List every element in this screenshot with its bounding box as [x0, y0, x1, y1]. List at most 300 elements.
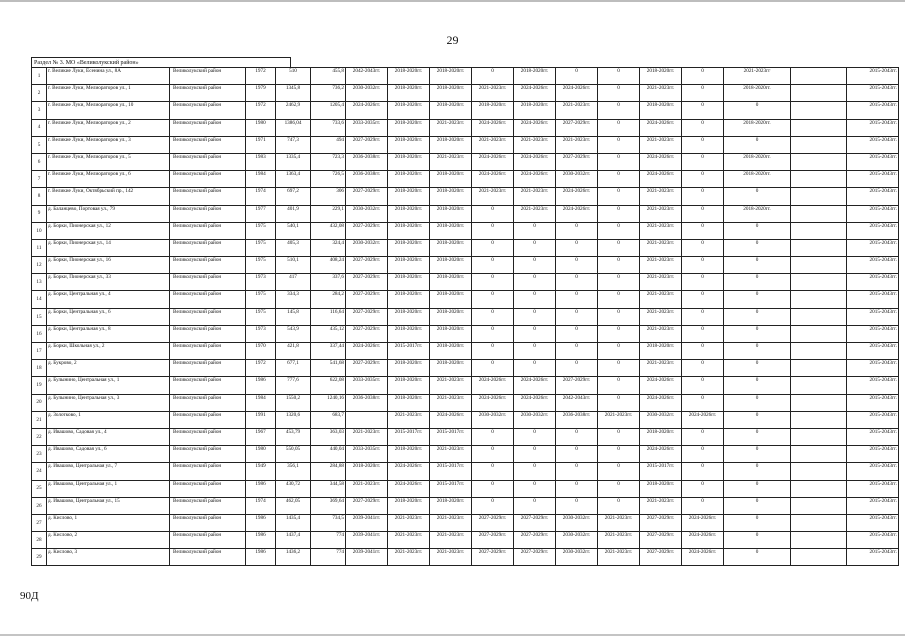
cell-term-overall: 2015-2043гг.	[847, 153, 899, 170]
cell-term-basement: 2024-2026гг.	[682, 532, 724, 549]
cell-term-facade: 2015-2017гг.	[640, 463, 682, 480]
cell-term-gas: 0	[598, 480, 640, 497]
cell-term-cold-water: 2024-2026гг.	[514, 85, 556, 102]
cell-address: г. Великие Луки, Мелиораторов ул., 10	[47, 102, 170, 119]
table-row	[32, 222, 899, 239]
cell-term-elevator: 0	[724, 394, 791, 411]
cell-district: Великолукский район	[170, 136, 246, 153]
cell-term-gas: 0	[598, 446, 640, 463]
cell-term-cold-water: 2024-2026гг.	[514, 119, 556, 136]
cell-total-area: 1550,2	[276, 394, 311, 411]
cell-address: д. Золотково, 1	[47, 411, 170, 428]
cell-term-elevator: 0	[724, 480, 791, 497]
table-row	[32, 377, 899, 394]
cell-term-extra	[791, 325, 847, 342]
cell-term-elevator: 0	[724, 188, 791, 205]
cell-term-cold-water: 0	[514, 497, 556, 514]
cell-term-electric: 2018-2020гг.	[388, 68, 430, 85]
cell-term-gas: 0	[598, 171, 640, 188]
cell-term-gas: 0	[598, 102, 640, 119]
cell-term-heating: 2021-2023гг.	[430, 377, 472, 394]
cell-term-elevator: 0	[724, 532, 791, 549]
cell-term-gas: 2021-2023гг.	[598, 532, 640, 549]
cell-address: г. Великие Луки, Мелиораторов ул., 2	[47, 119, 170, 136]
cell-term-elevator: 0	[724, 428, 791, 445]
cell-term-roof: 2027-2029гг.	[346, 222, 388, 239]
cell-address: г. Великие Луки, Есенина ул., 8А	[47, 68, 170, 85]
cell-total-area: 1436,2	[276, 549, 311, 566]
cell-term-basement: 0	[682, 222, 724, 239]
cell-term-basement: 0	[682, 153, 724, 170]
cell-term-electric: 2018-2020гг.	[388, 102, 430, 119]
cell-term-basement: 0	[682, 446, 724, 463]
cell-term-hot-water: 0	[472, 274, 514, 291]
cell-term-extra	[791, 257, 847, 274]
cell-district: Великолукский район	[170, 377, 246, 394]
cell-year-built: 1991	[246, 411, 276, 428]
cell-address: д. Борки, Пионерская ул., 14	[47, 239, 170, 256]
cell-term-cold-water: 2018-2020гг.	[514, 68, 556, 85]
cell-term-cold-water: 0	[514, 428, 556, 445]
cell-term-hot-water: 0	[472, 360, 514, 377]
cell-term-basement: 2024-2026гг.	[682, 411, 724, 428]
cell-term-extra	[791, 428, 847, 445]
cell-district: Великолукский район	[170, 446, 246, 463]
cell-term-cold-water: 0	[514, 274, 556, 291]
cell-term-hot-water: 0	[472, 480, 514, 497]
cell-term-electric: 2018-2020гг.	[388, 136, 430, 153]
cell-year-built: 1975	[246, 239, 276, 256]
cell-term-sewage: 2027-2029гг.	[556, 153, 598, 170]
cell-term-basement: 0	[682, 274, 724, 291]
cell-row-number: 19	[32, 377, 47, 394]
cell-term-roof: 2027-2029гг.	[346, 308, 388, 325]
cell-term-overall: 2015-2043гг.	[847, 428, 899, 445]
cell-term-sewage: 2024-2026гг.	[556, 205, 598, 222]
cell-term-hot-water: 0	[472, 343, 514, 360]
cell-total-area: 677,1	[276, 360, 311, 377]
cell-term-cold-water: 0	[514, 239, 556, 256]
cell-living-area: 774	[311, 532, 346, 549]
cell-term-electric: 2021-2023гг.	[388, 549, 430, 566]
table-row	[32, 68, 899, 85]
cell-year-built: 1975	[246, 257, 276, 274]
cell-term-gas: 0	[598, 428, 640, 445]
cell-term-electric: 2018-2020гг.	[388, 446, 430, 463]
cell-term-basement: 0	[682, 480, 724, 497]
cell-term-electric: 2015-2017гг.	[388, 428, 430, 445]
cell-term-overall: 2015-2043гг.	[847, 514, 899, 531]
cell-row-number: 29	[32, 549, 47, 566]
cell-term-facade: 2021-2023гг.	[640, 497, 682, 514]
cell-term-hot-water: 2021-2023гг.	[472, 85, 514, 102]
cell-term-extra	[791, 497, 847, 514]
cell-term-cold-water: 2021-2023гг.	[514, 188, 556, 205]
table-row	[32, 274, 899, 291]
cell-term-basement: 2024-2026гг.	[682, 549, 724, 566]
cell-term-basement: 0	[682, 205, 724, 222]
cell-term-heating: 2024-2026гг.	[430, 411, 472, 428]
table-row	[32, 325, 899, 342]
cell-address: д. Кислово, 3	[47, 549, 170, 566]
cell-district: Великолукский район	[170, 394, 246, 411]
cell-term-basement: 0	[682, 85, 724, 102]
cell-living-area: 363,03	[311, 428, 346, 445]
cell-term-heating: 2018-2020гг.	[430, 239, 472, 256]
cell-term-extra	[791, 274, 847, 291]
cell-living-area: 324,4	[311, 239, 346, 256]
cell-living-area: 1240,16	[311, 394, 346, 411]
cell-district: Великолукский район	[170, 171, 246, 188]
cell-term-sewage: 2021-2023гг.	[556, 136, 598, 153]
cell-term-extra	[791, 446, 847, 463]
cell-living-area: 229,1	[311, 205, 346, 222]
table-row	[32, 514, 899, 531]
cell-term-cold-water: 2027-2029гг.	[514, 532, 556, 549]
page-number: 29	[446, 33, 459, 47]
cell-term-electric: 2021-2023гг.	[388, 514, 430, 531]
cell-term-facade: 2021-2023гг.	[640, 274, 682, 291]
cell-address: д. Борки, Школьная ул., 2	[47, 343, 170, 360]
cell-row-number: 7	[32, 171, 47, 188]
cell-term-hot-water: 2021-2023гг.	[472, 188, 514, 205]
cell-row-number: 18	[32, 360, 47, 377]
cell-total-area: 334,3	[276, 291, 311, 308]
cell-term-gas: 0	[598, 85, 640, 102]
cell-term-basement: 0	[682, 136, 724, 153]
cell-district: Великолукский район	[170, 514, 246, 531]
cell-term-sewage: 0	[556, 480, 598, 497]
cell-term-sewage: 2030-2032гг.	[556, 514, 598, 531]
cell-row-number: 26	[32, 497, 47, 514]
cell-term-facade: 2021-2023гг.	[640, 205, 682, 222]
cell-year-built: 1986	[246, 549, 276, 566]
cell-term-hot-water: 0	[472, 239, 514, 256]
cell-term-roof: 2027-2029гг.	[346, 274, 388, 291]
cell-term-sewage: 0	[556, 239, 598, 256]
cell-row-number: 11	[32, 239, 47, 256]
cell-term-extra	[791, 102, 847, 119]
cell-term-electric: 2018-2020гг.	[388, 188, 430, 205]
cell-term-elevator: 0	[724, 308, 791, 325]
cell-living-area: 541,68	[311, 360, 346, 377]
cell-address: д. Борки, Пионерская ул., 16	[47, 257, 170, 274]
cell-term-overall: 2015-2043гг.	[847, 549, 899, 566]
cell-total-area: 747,3	[276, 136, 311, 153]
cell-total-area: 1386,04	[276, 119, 311, 136]
cell-term-gas: 0	[598, 257, 640, 274]
cell-term-heating: 2021-2023гг.	[430, 532, 472, 549]
cell-total-area: 405,3	[276, 239, 311, 256]
cell-total-area: 1320,6	[276, 411, 311, 428]
cell-term-facade: 2024-2026гг.	[640, 119, 682, 136]
cell-row-number: 22	[32, 428, 47, 445]
cell-living-area: 733,6	[311, 119, 346, 136]
cell-term-extra	[791, 68, 847, 85]
cell-term-cold-water: 0	[514, 308, 556, 325]
cell-term-overall: 2015-2043гг.	[847, 85, 899, 102]
cell-term-roof: 2033-2035гг.	[346, 119, 388, 136]
cell-year-built: 1973	[246, 325, 276, 342]
cell-term-heating: 2018-2020гг.	[430, 308, 472, 325]
cell-living-area: 116,64	[311, 308, 346, 325]
cell-district: Великолукский район	[170, 308, 246, 325]
cell-term-facade: 2027-2029гг.	[640, 514, 682, 531]
cell-term-electric: 2018-2020гг.	[388, 291, 430, 308]
cell-term-elevator: 2018-2020гг.	[724, 153, 791, 170]
cell-term-overall: 2015-2043гг.	[847, 480, 899, 497]
cell-term-electric: 2018-2020гг.	[388, 85, 430, 102]
cell-address: г. Великие Луки, Мелиораторов ул., 1	[47, 85, 170, 102]
cell-row-number: 4	[32, 119, 47, 136]
cell-row-number: 17	[32, 343, 47, 360]
cell-district: Великолукский район	[170, 274, 246, 291]
cell-term-facade: 2021-2023гг.	[640, 325, 682, 342]
cell-term-electric: 2018-2020гг.	[388, 119, 430, 136]
cell-term-facade: 2027-2029гг.	[640, 549, 682, 566]
cell-term-hot-water: 2027-2029гг.	[472, 514, 514, 531]
cell-term-sewage: 2024-2026гг.	[556, 188, 598, 205]
cell-term-sewage: 0	[556, 291, 598, 308]
cell-district: Великолукский район	[170, 497, 246, 514]
cell-term-sewage: 2036-2038гг.	[556, 411, 598, 428]
cell-term-electric: 2018-2020гг.	[388, 325, 430, 342]
cell-district: Великолукский район	[170, 291, 246, 308]
cell-year-built: 1974	[246, 497, 276, 514]
cell-term-overall: 2015-2043гг.	[847, 222, 899, 239]
cell-total-area: 1363,4	[276, 171, 311, 188]
cell-term-electric: 2018-2020гг.	[388, 257, 430, 274]
cell-total-area: 543,9	[276, 325, 311, 342]
cell-living-area: 337,44	[311, 343, 346, 360]
cell-year-built: 1986	[246, 377, 276, 394]
cell-term-sewage: 2042-2043гг.	[556, 394, 598, 411]
cell-term-sewage: 2024-2026гг.	[556, 85, 598, 102]
cell-living-area: 284,88	[311, 463, 346, 480]
cell-term-basement: 0	[682, 428, 724, 445]
cell-row-number: 24	[32, 463, 47, 480]
cell-term-extra	[791, 377, 847, 394]
cell-term-elevator: 0	[724, 411, 791, 428]
table-row	[32, 239, 899, 256]
cell-term-sewage: 0	[556, 428, 598, 445]
cell-term-heating: 2018-2020гг.	[430, 205, 472, 222]
cell-term-facade: 2021-2023гг.	[640, 136, 682, 153]
cell-term-extra	[791, 85, 847, 102]
cell-term-cold-water: 0	[514, 257, 556, 274]
cell-term-roof: 2036-2038гг.	[346, 171, 388, 188]
cell-term-sewage: 0	[556, 274, 598, 291]
cell-term-overall: 2015-2043гг.	[847, 257, 899, 274]
cell-term-overall: 2015-2043гг.	[847, 119, 899, 136]
cell-district: Великолукский район	[170, 85, 246, 102]
cell-term-roof: 2042-2043гг.	[346, 68, 388, 85]
cell-term-extra	[791, 136, 847, 153]
cell-term-gas: 0	[598, 239, 640, 256]
cell-term-hot-water: 0	[472, 222, 514, 239]
cell-year-built: 1970	[246, 343, 276, 360]
table-row	[32, 291, 899, 308]
cell-row-number: 16	[32, 325, 47, 342]
cell-term-hot-water: 0	[472, 257, 514, 274]
cell-living-area: 455,8	[311, 68, 346, 85]
cell-district: Великолукский район	[170, 360, 246, 377]
cell-term-hot-water: 0	[472, 308, 514, 325]
cell-living-area: 774	[311, 549, 346, 566]
cell-term-cold-water: 2024-2026гг.	[514, 171, 556, 188]
cell-row-number: 25	[32, 480, 47, 497]
cell-term-basement: 0	[682, 119, 724, 136]
cell-term-roof: 2039-2041гг.	[346, 532, 388, 549]
cell-term-elevator: 0	[724, 360, 791, 377]
cell-term-overall: 2015-2043гг.	[847, 411, 899, 428]
cell-living-area: 440,04	[311, 446, 346, 463]
cell-term-elevator: 0	[724, 257, 791, 274]
cell-term-heating: 2018-2020гг.	[430, 188, 472, 205]
cell-living-area: 337,6	[311, 274, 346, 291]
cell-term-basement: 0	[682, 102, 724, 119]
cell-district: Великолукский район	[170, 549, 246, 566]
cell-total-area: 462,05	[276, 497, 311, 514]
cell-term-electric: 2018-2020гг.	[388, 360, 430, 377]
cell-address: д. Кислово, 1	[47, 514, 170, 531]
cell-term-elevator: 2018-2020гг.	[724, 85, 791, 102]
cell-term-elevator: 0	[724, 377, 791, 394]
cell-term-electric: 2015-2017гг.	[388, 343, 430, 360]
cell-term-heating: 2015-2017гг.	[430, 480, 472, 497]
cell-term-basement: 0	[682, 68, 724, 85]
cell-term-facade: 2021-2023гг.	[640, 239, 682, 256]
cell-total-area: 540,1	[276, 222, 311, 239]
cell-term-heating: 2018-2020гг.	[430, 136, 472, 153]
table-row	[32, 257, 899, 274]
cell-term-extra	[791, 188, 847, 205]
cell-term-facade: 2024-2026гг.	[640, 171, 682, 188]
cell-term-heating: 2018-2020гг.	[430, 171, 472, 188]
cell-term-hot-water: 0	[472, 325, 514, 342]
cell-total-area: 401,9	[276, 205, 311, 222]
cell-term-sewage: 2030-2032гг.	[556, 549, 598, 566]
cell-term-basement: 0	[682, 257, 724, 274]
cell-term-overall: 2015-2043гг.	[847, 446, 899, 463]
cell-term-heating: 2018-2020гг.	[430, 68, 472, 85]
table-row	[32, 480, 899, 497]
cell-district: Великолукский район	[170, 102, 246, 119]
cell-term-cold-water: 2021-2023гг.	[514, 136, 556, 153]
table-row	[32, 136, 899, 153]
cell-row-number: 5	[32, 136, 47, 153]
cell-term-basement: 0	[682, 394, 724, 411]
cell-living-area: 306	[311, 188, 346, 205]
cell-term-sewage: 0	[556, 308, 598, 325]
cell-term-gas: 0	[598, 119, 640, 136]
cell-term-electric: 2018-2020гг.	[388, 205, 430, 222]
cell-term-hot-water: 2018-2020гг.	[472, 102, 514, 119]
table-row	[32, 102, 899, 119]
cell-year-built: 1986	[246, 514, 276, 531]
cell-term-facade: 2018-2020гг.	[640, 102, 682, 119]
cell-term-electric: 2021-2023гг.	[388, 411, 430, 428]
cell-term-basement: 0	[682, 188, 724, 205]
cell-total-area: 777,6	[276, 377, 311, 394]
cell-term-elevator: 0	[724, 136, 791, 153]
cell-term-hot-water: 2030-2032гг.	[472, 411, 514, 428]
cell-living-area: 723,3	[311, 153, 346, 170]
cell-term-roof: 2021-2023гг.	[346, 428, 388, 445]
cell-term-gas: 0	[598, 291, 640, 308]
cell-address: г. Великие Луки, Мелиораторов ул., 5	[47, 153, 170, 170]
cell-term-facade: 2021-2023гг.	[640, 360, 682, 377]
cell-term-heating: 2018-2020гг.	[430, 343, 472, 360]
table-row	[32, 205, 899, 222]
cell-term-cold-water: 0	[514, 291, 556, 308]
cell-address: д. Ивашово, Садовая ул., 6	[47, 446, 170, 463]
cell-term-extra	[791, 549, 847, 566]
cell-term-cold-water: 2024-2026гг.	[514, 153, 556, 170]
cell-district: Великолукский район	[170, 411, 246, 428]
cell-term-cold-water: 0	[514, 446, 556, 463]
cell-term-roof: 2033-2035гг.	[346, 377, 388, 394]
cell-term-sewage: 2030-2032гг.	[556, 532, 598, 549]
cell-term-roof: 2036-2038гг.	[346, 394, 388, 411]
cell-row-number: 13	[32, 274, 47, 291]
cell-year-built: 1975	[246, 308, 276, 325]
cell-address: д. Букрово, 2	[47, 360, 170, 377]
cell-term-facade: 2024-2026гг.	[640, 377, 682, 394]
cell-term-overall: 2015-2043гг.	[847, 463, 899, 480]
cell-year-built: 1971	[246, 136, 276, 153]
cell-term-overall: 2015-2043гг.	[847, 102, 899, 119]
cell-living-area: 683,7	[311, 411, 346, 428]
cell-year-built: 1980	[246, 446, 276, 463]
cell-address: д. Баланцево, Портовая ул., 79	[47, 205, 170, 222]
cell-term-sewage: 2027-2029гг.	[556, 119, 598, 136]
cell-living-area: 1205,4	[311, 102, 346, 119]
cell-term-roof: 2027-2029гг.	[346, 497, 388, 514]
cell-term-hot-water: 0	[472, 291, 514, 308]
cell-year-built: 1980	[246, 119, 276, 136]
cell-term-facade: 2021-2023гг.	[640, 188, 682, 205]
cell-address: г. Великие Луки, Октябрьский пр., 142	[47, 188, 170, 205]
cell-term-electric: 2018-2020гг.	[388, 497, 430, 514]
cell-term-gas: 0	[598, 153, 640, 170]
cell-living-area: 408,24	[311, 257, 346, 274]
cell-term-overall: 2015-2043гг.	[847, 239, 899, 256]
cell-term-gas: 0	[598, 463, 640, 480]
cell-living-area: 622,08	[311, 377, 346, 394]
cell-year-built: 1975	[246, 291, 276, 308]
cell-term-electric: 2018-2020гг.	[388, 239, 430, 256]
cell-total-area: 356,1	[276, 463, 311, 480]
table-row	[32, 188, 899, 205]
cell-total-area: 510,1	[276, 257, 311, 274]
cell-term-overall: 2015-2043гг.	[847, 360, 899, 377]
cell-term-hot-water: 0	[472, 68, 514, 85]
cell-term-extra	[791, 360, 847, 377]
cell-year-built: 1986	[246, 480, 276, 497]
table-row	[32, 428, 899, 445]
cell-term-roof: 2030-2032гг.	[346, 205, 388, 222]
cell-address: д. Кислово, 2	[47, 532, 170, 549]
cell-row-number: 1	[32, 68, 47, 85]
cell-row-number: 6	[32, 153, 47, 170]
cell-row-number: 21	[32, 411, 47, 428]
cell-year-built: 1967	[246, 428, 276, 445]
cell-term-sewage: 0	[556, 360, 598, 377]
cell-row-number: 20	[32, 394, 47, 411]
cell-term-elevator: 0	[724, 463, 791, 480]
cell-term-heating: 2018-2020гг.	[430, 325, 472, 342]
